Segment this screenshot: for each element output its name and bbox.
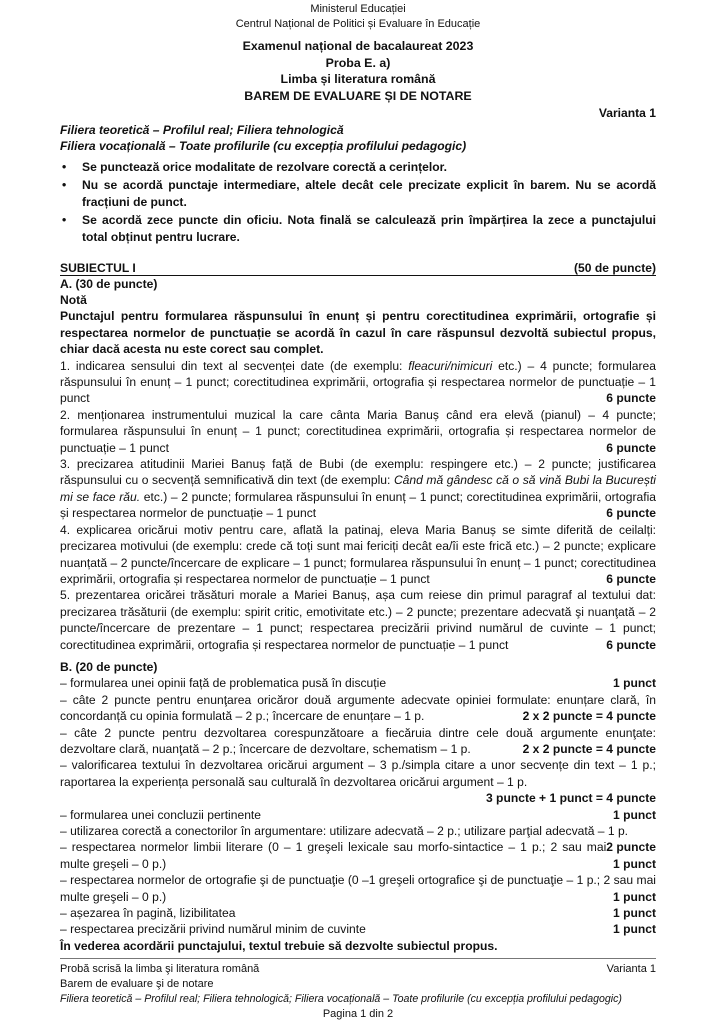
section-b	[60, 659, 656, 954]
item-text: – respectarea normelor de ortografie şi de punctuaţie (0 –1 greşeli ortografice şi de punctuaţie – 1 p.; 2 sau mai multe greşeli – 0 p.)	[60, 873, 656, 904]
item-text: 4. explicarea oricărui motiv pentru care, aflată la patinaj, eleva Maria Banuș se simte diferită de ceilalți: precizarea motivului (de exemplu: crede că toți sunt mai fericiți decât ea/îi este frică etc.) – 2 puncte; explicare nuanțată – 2 puncte/încercare de explicare – 1 punct; formularea răspunsului în enunț – 1 punct; corectitudinea exprimării, ortografia și respectarea normelor de punctuație – 1 punct	[60, 522, 656, 586]
item-example: fleacuri/nimicuri	[408, 358, 493, 373]
general-rules-list	[60, 159, 656, 246]
rule-item: • Nu se acordă punctaje intermediare, altele decât cele precizate explicit în barem. Nu se acordă fracțiuni de punct.	[62, 177, 656, 209]
item-text: – formularea unei concluzii pertinente	[60, 807, 262, 822]
subject-label: SUBIECTUL I	[60, 260, 136, 275]
bullet-icon: •	[62, 212, 67, 227]
bullet-icon: •	[62, 159, 67, 174]
item-text: 1. indicarea sensului din text al secvenței date (de exemplu:	[60, 358, 409, 373]
footer-variant: Varianta 1	[606, 963, 656, 975]
item-text: – utilizarea corectă a conectorilor în argumentare: utilizare adecvată – 2 p.; utilizare parţial adecvată – 1 p.	[60, 824, 629, 838]
item-points: 1 punct	[612, 807, 656, 822]
item-points: 2 x 2 puncte = 4 puncte	[522, 741, 656, 756]
item-points: 6 puncte	[606, 571, 656, 586]
item-text: etc.) – 2 puncte; formularea răspunsului în enunț – 1 punct; corectitudinea exprimării, ortografia și respectarea normelor de punctuație – 1 punct	[60, 489, 657, 521]
section-b-item	[60, 921, 656, 937]
note-text: Punctajul pentru formularea răspunsului în enunț și pentru corectitudinea exprimării, ortografie și respectarea normelor de punctuație se acordă în cazul în care răspunsul dezvoltă subiectul propus, chiar dacă acesta nu este corect sau complet.	[60, 309, 656, 357]
section-b-item	[60, 872, 656, 905]
item-text: – așezarea în pagină, lizibilitatea	[60, 906, 236, 921]
item-points: 1 punct	[612, 856, 656, 871]
section-b-item	[60, 692, 656, 725]
section-a-heading: A. (30 de puncte)	[60, 276, 158, 291]
section-b-item	[60, 757, 656, 806]
section-b-item	[60, 675, 656, 691]
section-a-item	[60, 522, 656, 588]
item-points: 1 punct	[612, 676, 656, 691]
footer-barem: Barem de evaluare şi de notare	[60, 978, 214, 990]
variant-label: Varianta 1	[598, 106, 656, 121]
section-a	[60, 276, 656, 653]
subject-name: Limba și literatura română	[280, 72, 436, 87]
item-text: etc.) – 4 puncte; formularea răspunsului în enunț – 1 punct; corectitudinea exprimării, ortografia și respectarea normelor de punctuație – 1 punct	[60, 358, 656, 406]
item-text: 3. precizarea atitudinii Mariei Banuș față de Bubi (de exemplu: respingere etc.) – 2 puncte; justificarea răspunsului cu o secvență semnificativă din text (de exemplu:	[60, 457, 656, 488]
barem-title: BAREM DE EVALUARE ȘI DE NOTARE	[244, 88, 472, 103]
ministry-name: Ministerul Educației	[310, 3, 406, 15]
item-points: 6 puncte	[606, 637, 656, 652]
rule-item: • Se acordă zece puncte din oficiu. Nota finală se calculează prin împărțirea la zece a punctajului total obținut pentru lucrare.	[62, 212, 656, 244]
final-note: În vederea acordării punctajului, textul trebuie să dezvolte subiectul propus.	[60, 938, 498, 953]
section-b-heading: B. (20 de puncte)	[60, 659, 158, 674]
proba-label: Proba E. a)	[325, 55, 391, 70]
item-points: 2 x 2 puncte = 4 puncte	[522, 709, 656, 724]
item-text: – formularea unei opinii față de problematica pusă în discuție	[60, 676, 387, 691]
document-title	[60, 38, 656, 104]
section-a-item	[60, 407, 656, 456]
section-b-item	[60, 807, 656, 823]
section-a-item	[60, 456, 656, 522]
item-text: – câte 2 puncte pentru dezvoltarea corespunzătoare a fiecăruia dintre cele două argumente enunţate: dezvoltare clară, nuanţată – 2 p.; încercare de dezvoltare, schematism – 1 p.	[60, 725, 656, 756]
subject-heading	[60, 261, 656, 276]
section-b-item	[60, 839, 656, 872]
note-label: Notă	[60, 293, 87, 307]
item-points: 6 puncte	[606, 391, 656, 406]
item-text: 2. menționarea instrumentului muzical la care cânta Maria Banuș când era elevă (pianul) – 4 puncte; formularea răspunsului în enunț – 1 punct; corectitudinea exprimării, ortografia și respectarea normelor de punctuație – 1 punct	[60, 407, 656, 455]
section-b-item	[60, 725, 656, 758]
item-text: – câte 2 puncte pentru enunţarea oricăror două argumente adecvate opiniei formulate: enunțare clară, în concordanță cu opinia formulată – 2 p.; încercare de enunțare – 1 p.	[60, 692, 656, 724]
item-points: 6 puncte	[606, 506, 656, 521]
section-a-item	[60, 358, 656, 407]
item-points: 6 puncte	[606, 440, 656, 455]
bullet-icon: •	[62, 177, 67, 192]
page-header	[60, 2, 656, 32]
center-name: Centrul Național de Politici și Evaluare în Educație	[235, 18, 481, 30]
rule-item: • Se punctează orice modalitate de rezolvare corectă a cerințelor.	[62, 159, 447, 174]
item-points: 3 puncte + 1 punct = 4 puncte	[485, 791, 656, 806]
page-footer	[60, 958, 656, 1022]
item-text: – respectarea normelor limbii literare (0 – 1 greşeli lexicale sau morfo-sintactice – 1 p.; 2 sau mai multe greşeli – 0 p.)	[60, 840, 607, 871]
page-number: Pagina 1 din 2	[322, 1008, 394, 1020]
item-points: 2 puncte	[606, 840, 656, 855]
item-text: – valorificarea textului în dezvoltarea oricărui argument – 3 p./simpla citare a unor secvențe din text – 1 p.; raportarea la experiența personală sau culturală în dezvoltarea oricărui argument – 1 p.	[60, 758, 656, 789]
section-b-item	[60, 905, 656, 921]
section-b-item	[60, 823, 656, 855]
subject-points: (50 de puncte)	[574, 260, 656, 275]
item-points: 1 punct	[612, 922, 656, 937]
item-text: 5. prezentarea oricărei trăsături morale a Mariei Banuș, așa cum reiese din primul paragraf al textului dat: precizarea trăsăturii (de exemplu: spirit critic, emotivitate etc.) – 2 puncte; prezentare adecvată şi nuanţată – 2 puncte/încercare de prezentare – 1 punct; respectarea precizării privind numărul de cuvinte – 1 punct; corectitudinea exprimării, ortografia și respectarea normelor de punctuație – 1 punct	[60, 588, 656, 652]
footer-filiera: Filiera teoretică – Profilul real; Filiera tehnologică; Filiera vocațională – Toate profilurile (cu excepția profilului pedagogic)	[60, 993, 622, 1005]
exam-title: Examenul național de bacalaureat 2023	[242, 39, 474, 53]
footer-exam: Probă scrisă la limba şi literatura română	[60, 963, 260, 975]
item-example: Când mă gândesc că o să vină Bubi la București mi se face rău.	[60, 473, 656, 504]
filiera-line-2: Filiera vocațională – Toate profilurile (cu excepția profilului pedagogic)	[60, 139, 467, 154]
item-points: 1 punct	[612, 906, 656, 921]
section-a-item	[60, 587, 656, 653]
filiera-line-1: Filiera teoretică – Profilul real; Filiera tehnologică	[60, 122, 344, 137]
item-text: – respectarea precizării privind numărul minim de cuvinte	[60, 922, 366, 937]
item-points: 1 punct	[612, 889, 656, 904]
document-page	[60, 0, 656, 954]
